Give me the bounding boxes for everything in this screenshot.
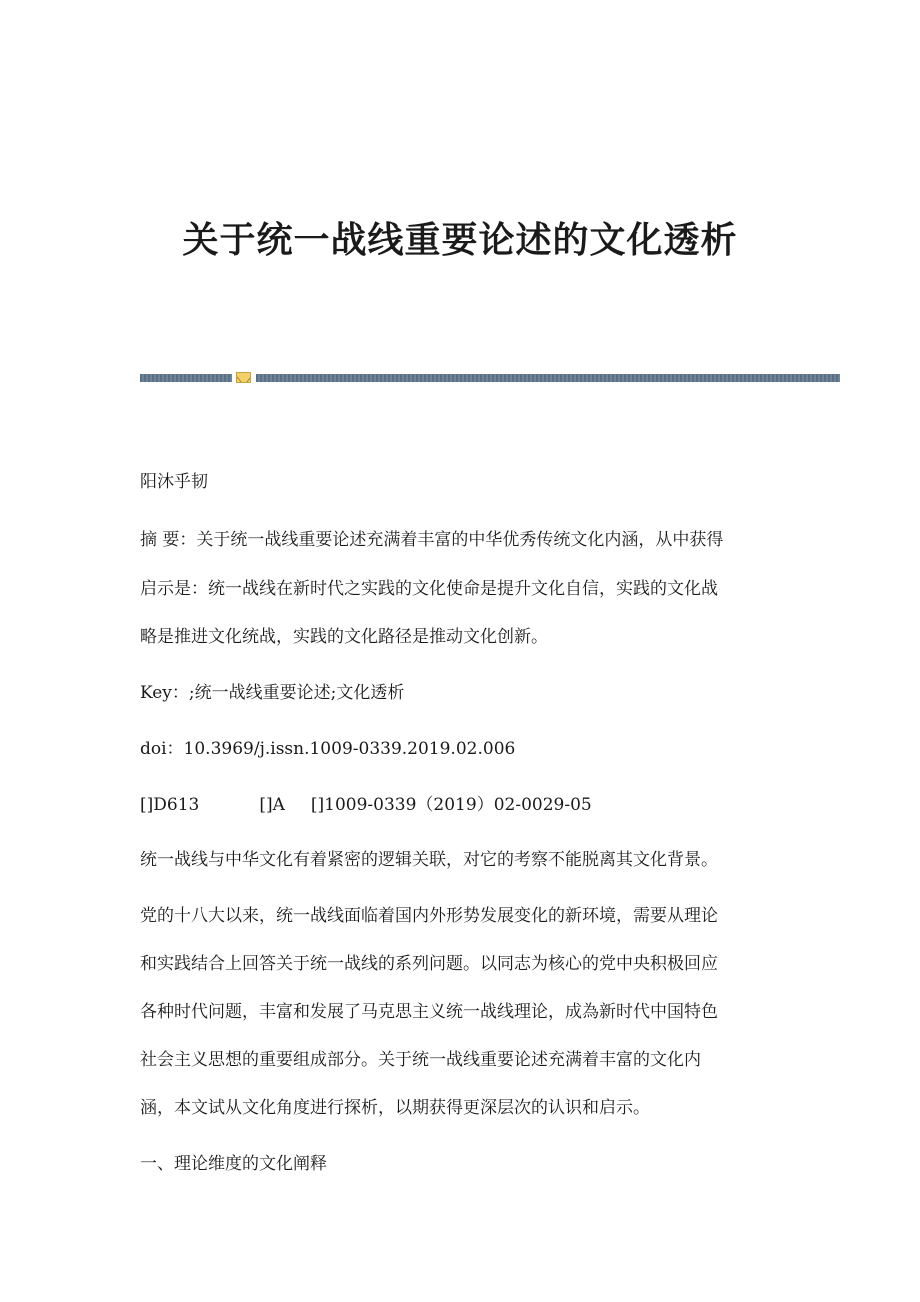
document-code: []A xyxy=(259,795,285,815)
classification-line xyxy=(140,793,800,817)
body-paragraph-2-line-3: 各种时代问题，丰富和发展了马克思主义统一战线理论，成為新时代中国特色 xyxy=(140,1002,718,1022)
document-title: 关于统一战线重要论述的文化透析 xyxy=(182,219,738,261)
body-paragraph-2-line-4: 社会主义思想的重要组成部分。关于统一战线重要论述充满着丰富的文化内 xyxy=(140,1050,701,1070)
body-paragraph-2-line-2: 和实践结合上回答关于统一战线的系列问题。以同志为核心的党中央积极回应 xyxy=(140,954,718,974)
doi: doi：10.3969/j.issn.1009-0339.2019.02.006 xyxy=(140,739,516,759)
abstract-line-1: 摘 要：关于统一战线重要论述充满着丰富的中华优秀传统文化内涵，从中获得 xyxy=(140,530,724,550)
section-heading: 一、理论维度的文化阐释 xyxy=(140,1154,327,1174)
body-paragraph-1: 统一战线与中华文化有着紧密的逻辑关联，对它的考察不能脱离其文化背景。 xyxy=(140,850,718,870)
author: 阳沐乎韧 xyxy=(140,472,208,492)
divider-left xyxy=(140,374,232,382)
body-paragraph-2-line-5: 涵，本文试从文化角度进行探析，以期获得更深层次的认识和启示。 xyxy=(140,1098,650,1118)
abstract-line-2: 启示是：统一战线在新时代之实践的文化使命是提升文化自信，实践的文化战 xyxy=(140,579,718,599)
article-id: []1009-0339（2019）02-0029-05 xyxy=(310,795,592,815)
divider-right xyxy=(256,374,840,382)
envelope-icon xyxy=(236,372,251,383)
clc-number: []D613 xyxy=(140,795,200,815)
keywords: Key：;统一战线重要论述;文化透析 xyxy=(140,683,405,703)
abstract-line-3: 略是推进文化统战，实践的文化路径是推动文化创新。 xyxy=(140,627,548,647)
body-paragraph-2-line-1: 党的十八大以来，统一战线面临着国内外形势发展变化的新环境，需要从理论 xyxy=(140,906,718,926)
